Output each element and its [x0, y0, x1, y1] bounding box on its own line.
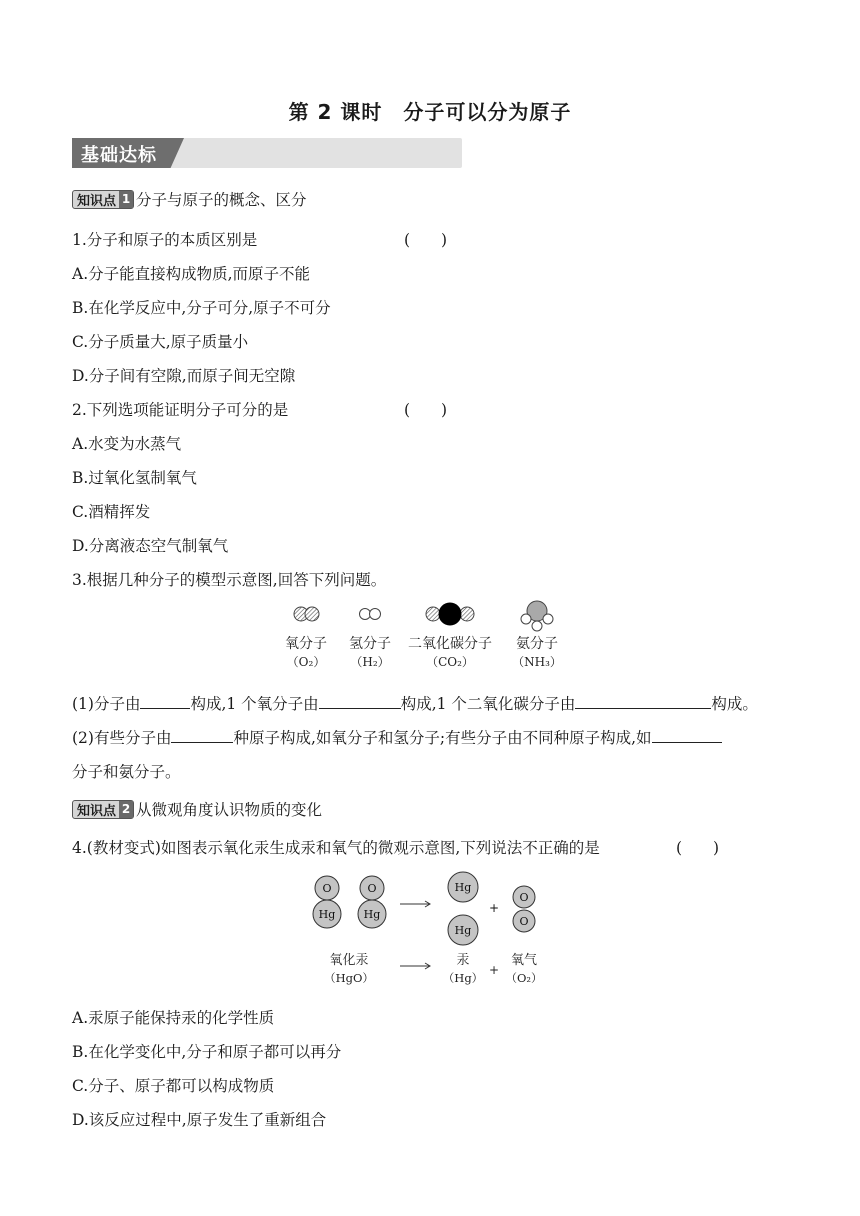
oxygen-molecule-name: 氧分子: [285, 636, 327, 652]
knowledge-point-title: 从微观角度认识物质的变化: [136, 801, 323, 819]
question-1-option-a: A.分子能直接构成物质,而原子不能: [72, 265, 311, 283]
hydrogen-molecule-model: [360, 609, 381, 620]
molecule-models-figure: [272, 598, 592, 678]
page-title: 第 2 课时 分子可以分为原子: [288, 100, 572, 124]
atom-o-label: O: [322, 882, 332, 895]
question-3-part-1: [72, 692, 758, 714]
question-4-option-b: B.在化学变化中,分子和原子都可以再分: [72, 1043, 342, 1061]
question-4-option-a: A.汞原子能保持汞的化学性质: [72, 1009, 275, 1027]
knowledge-point-number: 2: [119, 801, 133, 818]
question-1-option-d: D.分子间有空隙,而原子间无空隙: [72, 367, 296, 385]
q3-part2-text-b: 种原子构成,如氧分子和氢分子;有些分子由不同种原子构成,如: [233, 729, 652, 747]
knowledge-point-title: 分子与原子的概念、区分: [136, 191, 307, 209]
reactant-name: 氧化汞: [329, 953, 369, 968]
plus-sign: +: [488, 963, 500, 977]
product-2-formula: （O₂）: [505, 971, 543, 985]
question-3-part-2-continued: 分子和氨分子。: [72, 763, 181, 781]
q3-part1-text-d: 构成。: [711, 695, 758, 713]
knowledge-point-badge: [72, 800, 134, 819]
plus-sign: +: [488, 901, 500, 915]
question-2-answer-paren: ( ): [404, 401, 448, 419]
q3-part1-text-b: 构成,1 个氧分子由: [190, 695, 319, 713]
oxygen-molecule-model: [294, 607, 319, 621]
knowledge-point-label: 知识点: [77, 193, 117, 209]
knowledge-point-2: [72, 798, 322, 820]
oxygen-molecule-formula: （O₂）: [286, 655, 326, 669]
atom-o-label: O: [367, 882, 377, 895]
question-4-stem: 4.(教材变式)如图表示氧化汞生成汞和氧气的微观示意图,下列说法不正确的是: [72, 839, 600, 857]
question-2-option-b: B.过氧化氢制氧气: [72, 469, 197, 487]
fill-blank[interactable]: [319, 694, 401, 709]
fill-blank[interactable]: [575, 694, 711, 709]
question-2-stem: 2.下列选项能证明分子可分的是: [72, 401, 289, 419]
atom-o-label: O: [519, 891, 529, 904]
atom-hg-label: Hg: [454, 881, 472, 894]
question-4-option-c: C.分子、原子都可以构成物质: [72, 1077, 275, 1095]
carbon-dioxide-molecule-formula: （CO₂）: [426, 655, 474, 669]
question-1-option-b: B.在化学反应中,分子可分,原子不可分: [72, 299, 331, 317]
question-3-part-2: [72, 726, 722, 748]
fill-blank[interactable]: [171, 728, 233, 743]
q3-part1-text-c: 构成,1 个二氧化碳分子由: [400, 695, 576, 713]
mercury-oxide-decomposition-diagram: [300, 870, 560, 990]
banner-label: 基础达标: [81, 145, 157, 166]
product-2-name: 氧气: [510, 953, 538, 968]
hydrogen-molecule-formula: （H₂）: [350, 655, 390, 669]
reactant-formula: （HgO）: [324, 971, 374, 985]
carbon-dioxide-molecule-model: [426, 603, 474, 625]
knowledge-point-label: 知识点: [77, 803, 117, 819]
hydrogen-molecule-name: 氢分子: [349, 636, 391, 652]
product-1-name: 汞: [456, 953, 470, 968]
atom-o-label: O: [519, 915, 529, 928]
atom-hg-label: Hg: [318, 908, 336, 921]
question-3-stem: 3.根据几种分子的模型示意图,回答下列问题。: [72, 571, 387, 589]
q3-part1-text-a: (1)分子由: [72, 695, 141, 713]
knowledge-point-badge: [72, 190, 134, 209]
question-1-answer-paren: ( ): [404, 231, 448, 249]
question-1-stem: 1.分子和原子的本质区别是: [72, 231, 258, 249]
carbon-dioxide-molecule-name: 二氧化碳分子: [408, 636, 492, 652]
ammonia-molecule-name: 氨分子: [516, 636, 558, 652]
section-banner: [72, 138, 462, 168]
atom-hg-label: Hg: [454, 924, 472, 937]
knowledge-point-1: [72, 188, 307, 210]
question-2-option-a: A.水变为水蒸气: [72, 435, 182, 453]
question-4-answer-paren: ( ): [676, 839, 720, 857]
atom-hg-label: Hg: [363, 908, 381, 921]
q3-part2-text-a: (2)有些分子由: [72, 729, 172, 747]
question-2-option-c: C.酒精挥发: [72, 503, 151, 521]
fill-blank[interactable]: [652, 728, 722, 743]
product-1-formula: （Hg）: [442, 971, 484, 985]
question-4-option-d: D.该反应过程中,原子发生了重新组合: [72, 1111, 327, 1129]
knowledge-point-number: 1: [119, 191, 133, 208]
ammonia-molecule-model: [521, 601, 553, 631]
question-1-option-c: C.分子质量大,原子质量小: [72, 333, 249, 351]
ammonia-molecule-formula: （NH₃）: [512, 655, 562, 669]
fill-blank[interactable]: [140, 694, 190, 709]
question-2-option-d: D.分离液态空气制氧气: [72, 537, 229, 555]
